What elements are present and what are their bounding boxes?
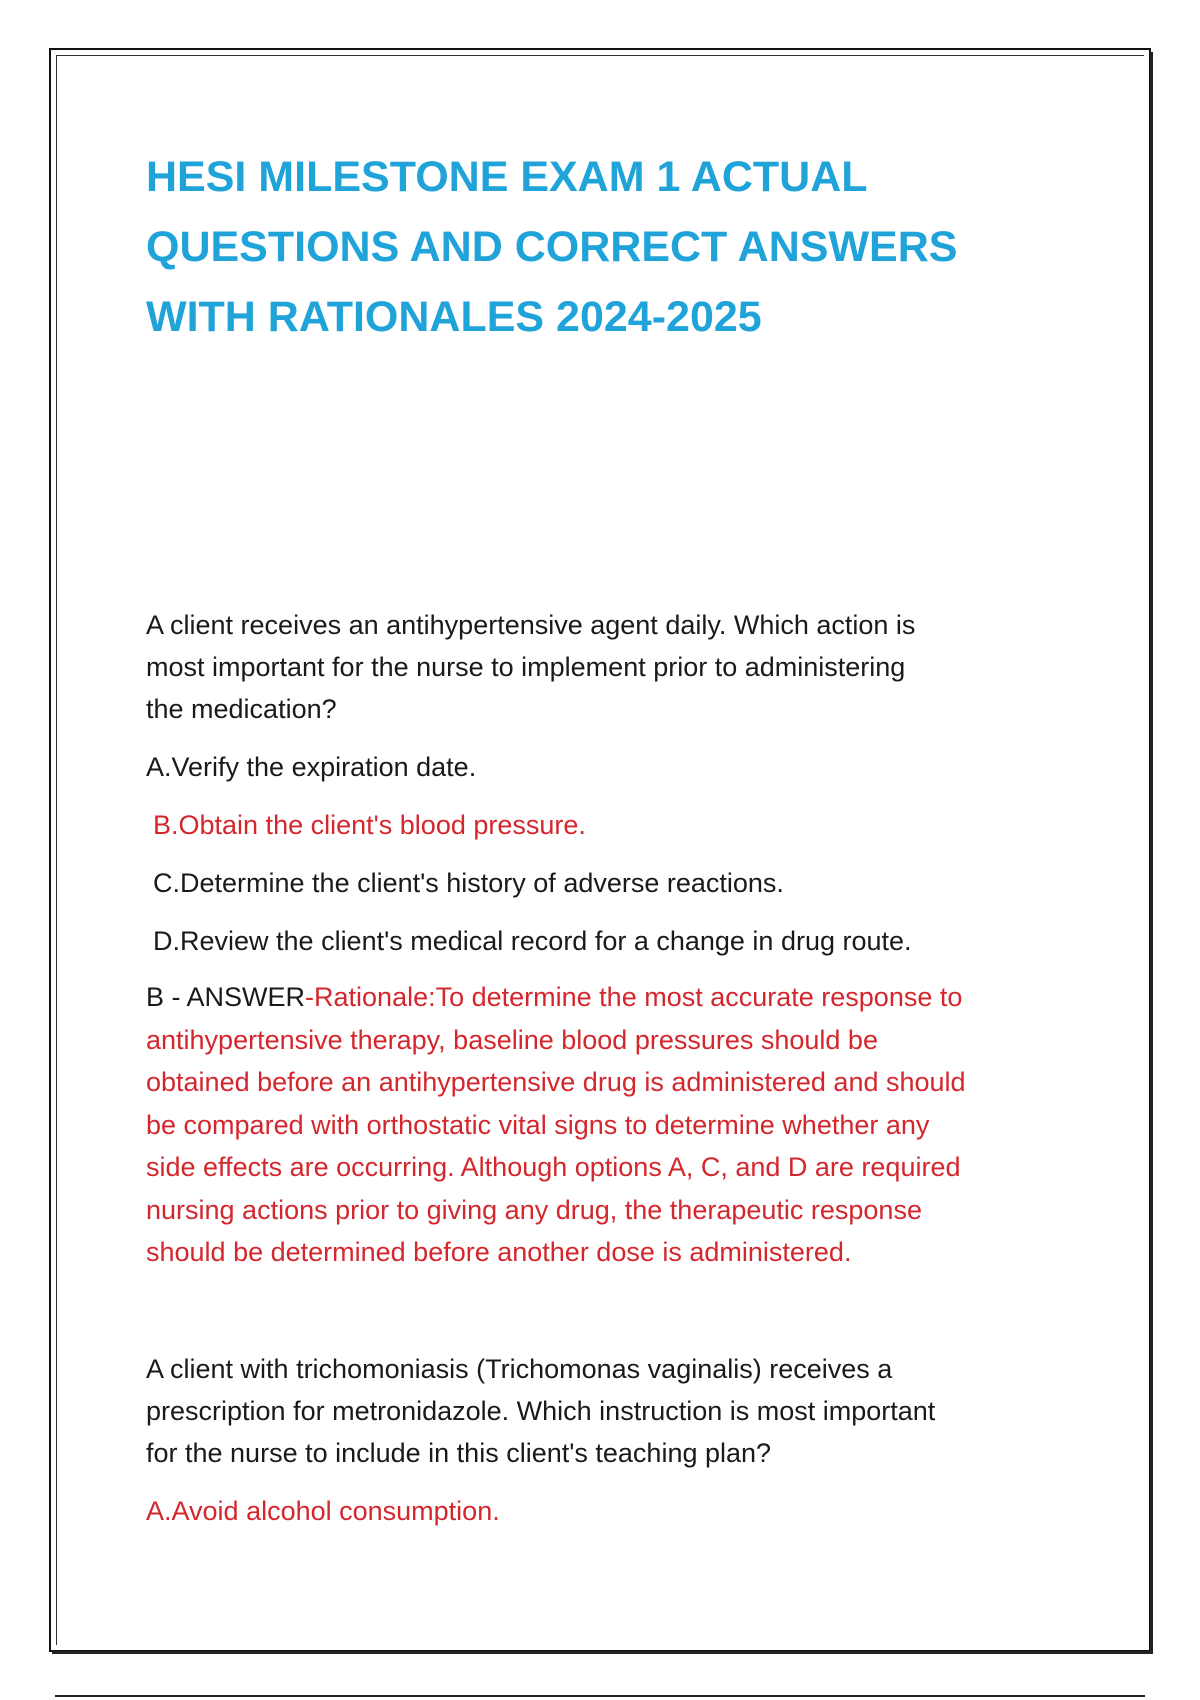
question-2-stem [146,1348,1066,1474]
page-border-shadow-right [1150,52,1153,1654]
question-1-stem-line-2: most important for the nurse to implement prior to administering [146,652,906,682]
question-1-stem-line-1: A client receives an antihypertensive agent daily. Which action is [146,610,916,640]
title-line-1: HESI MILESTONE EXAM 1 ACTUAL [146,153,868,201]
question-2-stem-line-2: prescription for metronidazole. Which instruction is most important [146,1395,936,1426]
rationale-line-2: antihypertensive therapy, baseline blood pressures should be [146,1024,878,1055]
question-spacer [146,1274,1066,1348]
page-border-shadow-bottom [52,1651,1153,1654]
answer-label: B - ANSWER [146,982,306,1012]
question-2-stem-line-3: for the nurse to include in this client's teaching plan? [146,1437,772,1468]
question-1-stem [146,604,1066,730]
question-2-stem-line-1: A client with trichomoniasis (Trichomonas vaginalis) receives a [146,1353,893,1384]
rationale-line-1: -Rationale:To determine the most accurate response to [305,982,963,1012]
question-2 [146,1348,1066,1532]
rationale-line-3: obtained before an antihypertensive drug is administered and should [146,1067,966,1097]
question-1 [146,604,1066,1274]
question-1-option-a: A.Verify the expiration date. [146,752,477,782]
question-1-option-b-correct: B.Obtain the client's blood pressure. [153,810,586,840]
document-title [146,142,1046,352]
rationale-line-5: side effects are occurring. Although options A, C, and D are required [146,1152,961,1182]
next-page-top-rule [55,1695,1145,1697]
rationale-line-7: should be determined before another dose is administered. [146,1237,852,1267]
question-1-answer-rationale [146,976,1066,1274]
question-1-stem-line-3: the medication? [146,694,337,724]
question-1-option-d: D.Review the client's medical record for a change in drug route. [153,926,912,956]
question-2-option-a-correct: A.Avoid alcohol consumption. [146,1495,500,1526]
rationale-line-6: nursing actions prior to giving any drug, the therapeutic response [146,1194,922,1225]
rationale-line-4: be compared with orthostatic vital signs to determine whether any [146,1109,930,1140]
title-line-3: WITH RATIONALES 2024-2025 [146,293,762,341]
question-1-option-c: C.Determine the client's history of adverse reactions. [153,868,784,898]
document-body [146,604,1066,1532]
title-line-2: QUESTIONS AND CORRECT ANSWERS [146,223,958,271]
